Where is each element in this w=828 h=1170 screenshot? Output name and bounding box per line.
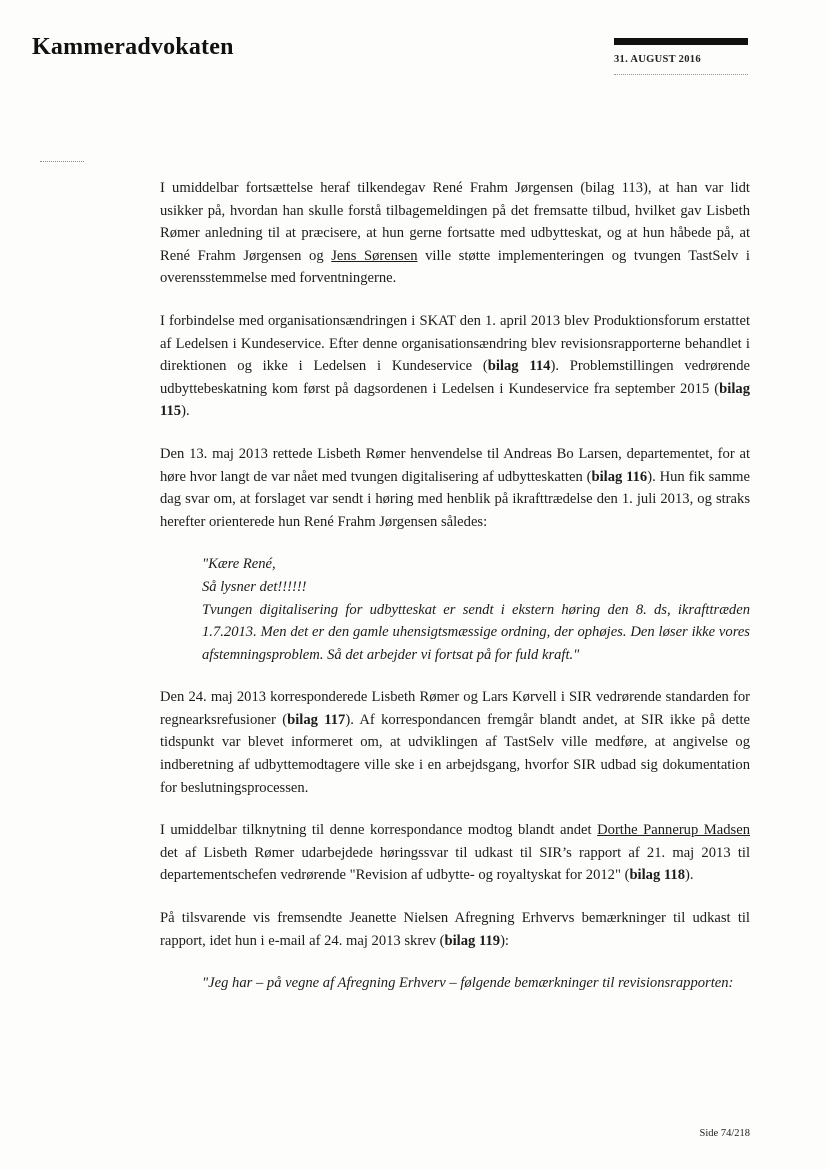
quote-1-line-3: Tvungen digitalisering for udbytteskat er sendt i ekstern høring den 8. ds, ikrafttræden 1.7.2013. Men det er den gamle uhensigtsmæssige ordning, der ophøjes. Den løser ikke vores afstemningsproblem. Så det arbejder vi fortsat på for fuld kraft." <box>202 601 750 663</box>
bilag-reference: bilag 115 <box>160 380 750 420</box>
page-number: Side 74/218 <box>699 1128 750 1139</box>
document-date: 31. AUGUST 2016 <box>614 54 701 65</box>
paragraph-2-text-b: ). Problemstillingen vedrørende udbyttebeskatning kom først på dagsordenen i Ledelsen i Kundeservice fra september 2015 ( <box>160 358 750 397</box>
email-quote-2: "Jeg har – på vegne af Afregning Erhverv – følgende bemærkninger til revisionsrapporten: <box>202 975 734 992</box>
margin-dotted-mark <box>40 161 84 162</box>
paragraph-5-text-b: det af Lisbeth Rømer udarbejdede høringssvar til udkast til SIR’s rapport af 21. maj 2013 til departementschefen vedrørende "Revision af udbytte- og royaltyskat for 2012" ( <box>160 844 750 884</box>
brand-logo: Kammeradvokaten <box>32 34 234 60</box>
bilag-reference: bilag 118 <box>629 867 685 884</box>
quote-1-line-1: "Kære René, <box>202 556 276 573</box>
paragraph-1 <box>160 177 750 290</box>
paragraph-6-text-a: På tilsvarende vis fremsendte Jeanette Nielsen Afregning Erhvervs bemærkninger til udkast til rapport, idet hun i e-mail af 24. maj 2013 skrev ( <box>160 910 750 949</box>
document-body <box>160 177 750 1015</box>
header-rule <box>614 38 748 45</box>
bilag-reference: bilag 117 <box>287 711 346 728</box>
paragraph-6-text-b: ): <box>500 932 509 949</box>
paragraph-4 <box>160 686 750 799</box>
bilag-reference: bilag 116 <box>591 468 648 485</box>
paragraph-3-text-a: Den 13. maj 2013 rettede Lisbeth Rømer henvendelse til Andreas Bo Larsen, departementet, for at høre hvor langt de var nået med tvungen digitalisering af udbytteskatten ( <box>160 445 750 485</box>
paragraph-5-text-a: I umiddelbar tilknytning til denne korrespondance modtog blandt andet <box>160 822 598 839</box>
underlined-name: Dorthe Pannerup Madsen <box>597 822 750 839</box>
paragraph-2-text-a: I forbindelse med organisationsændringen i SKAT den 1. april 2013 blev Produktionsforum erstattet af Ledelsen i Kundeservice. Efter denne organisationsændring blev revisionsrapporterne behandlet i direktionen og ikke i Ledelsen i Kundeservice ( <box>160 312 750 375</box>
header-dotted-divider <box>614 74 748 75</box>
paragraph-2 <box>160 310 750 423</box>
paragraph-1-text-a: I umiddelbar fortsættelse heraf tilkendegav René Frahm Jørgensen (bilag 113), at han var lidt usikker på, hvordan han skulle forstå tilbagemeldingen på det fremsatte tilbud, hvilket gav Lisbeth Rømer anledning til at præcisere, at hun gerne fortsatte med udbytteskat, og at hun håbede på, at René Frahm Jørgensen og <box>160 180 750 264</box>
paragraph-3 <box>160 443 750 533</box>
paragraph-3-text-b: ). Hun fik samme dag svar om, at forslaget var sendt i høring med henblik på ikrafttrædelse den 1. juli 2013, og straks herefter orienterede hun René Frahm Jørgensen således: <box>160 468 750 530</box>
email-quote-1 <box>202 553 750 666</box>
paragraph-2-text-c: ). <box>181 403 190 420</box>
paragraph-4-text-b: ). Af korrespondancen fremgår blandt andet, at SIR ikke på dette tidspunkt var blevet informeret om, at udviklingen af TastSelv ville medføre, at angivelse og indberetning af udbyttemodtagere ville ske i en arbejdsgang, hvorfor SIR udbad sig dokumentation for beslutningsprocessen. <box>160 711 750 796</box>
paragraph-4-text-a: Den 24. maj 2013 korresponderede Lisbeth Rømer og Lars Kørvell i SIR vedrørende standarden for regnearksrefusioner ( <box>160 689 750 728</box>
quote-1-line-2: Så lysner det!!!!!! <box>202 578 307 595</box>
paragraph-5 <box>160 819 750 887</box>
bilag-reference: bilag 119 <box>444 932 501 949</box>
paragraph-6 <box>160 907 750 952</box>
bilag-reference: bilag 114 <box>487 358 551 375</box>
paragraph-5-text-c: ). <box>685 867 694 884</box>
paragraph-1-text-b: ville støtte implementeringen og tvungen TastSelv i overensstemmelse med forventningerne. <box>160 247 750 287</box>
underlined-name: Jens Sørensen <box>331 247 418 264</box>
